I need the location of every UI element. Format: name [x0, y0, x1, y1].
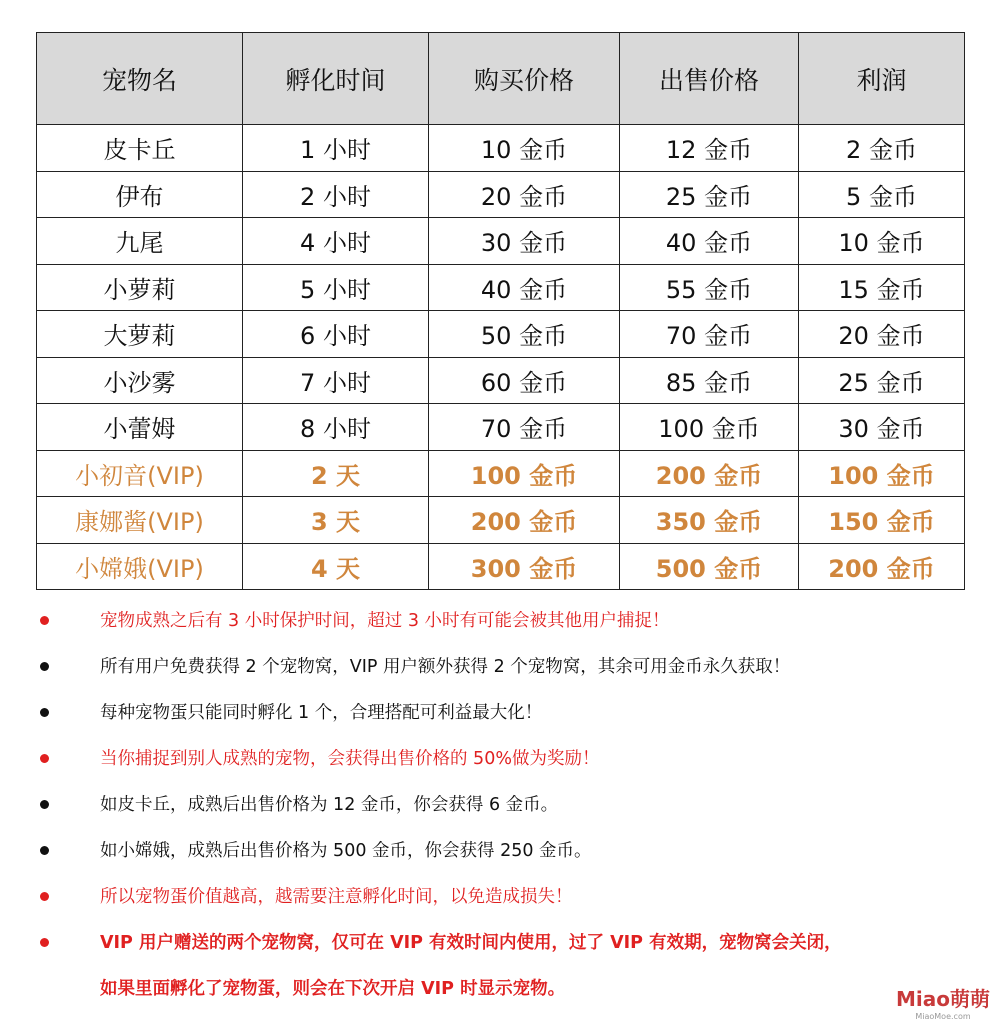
- sell-price: 25 金币: [620, 171, 799, 218]
- rule-text: 当你捕捉到别人成熟的宠物，会获得出售价格的 50%做为奖励！: [100, 749, 600, 769]
- bullet-icon: [40, 938, 49, 947]
- vip-table-row: [37, 497, 965, 544]
- table-row: [37, 264, 965, 311]
- sell-price: 40 金币: [620, 218, 799, 265]
- profit: 10 金币: [799, 218, 965, 265]
- hatch-time: 8 小时: [243, 404, 429, 451]
- pet-name: 九尾: [37, 218, 243, 265]
- table-row: [37, 218, 965, 265]
- buy-price: 50 金币: [429, 311, 620, 358]
- hatch-time: 3 天: [243, 497, 429, 544]
- pet-table: [36, 32, 965, 590]
- bullet-icon: [40, 800, 49, 809]
- profit: 15 金币: [799, 264, 965, 311]
- bullet-icon: [40, 662, 49, 671]
- rule-item: [36, 644, 986, 690]
- profit: 25 金币: [799, 357, 965, 404]
- header-buy-price: 购买价格: [429, 33, 620, 125]
- profit: 5 金币: [799, 171, 965, 218]
- rule-text: 所以宠物蛋价值越高，越需要注意孵化时间，以免造成损失！: [100, 887, 573, 907]
- buy-price: 30 金币: [429, 218, 620, 265]
- rule-item: [36, 828, 986, 874]
- rule-item: [36, 598, 986, 644]
- rule-text: 如小嫦娥，成熟后出售价格为 500 金币，你会获得 250 金币。: [100, 841, 592, 861]
- profit: 100 金币: [799, 450, 965, 497]
- rule-text: VIP 用户赠送的两个宠物窝，仅可在 VIP 有效时间内使用，过了 VIP 有效期，宠物窝会关闭，: [100, 933, 842, 953]
- rule-text: 如果里面孵化了宠物蛋，则会在下次开启 VIP 时显示宠物。: [100, 979, 566, 999]
- sell-price: 200 金币: [620, 450, 799, 497]
- hatch-time: 2 天: [243, 450, 429, 497]
- hatch-time: 6 小时: [243, 311, 429, 358]
- header-hatch-time: 孵化时间: [243, 33, 429, 125]
- hatch-time: 1 小时: [243, 125, 429, 172]
- rule-item: [36, 874, 986, 920]
- profit: 2 金币: [799, 125, 965, 172]
- pet-name: 小萝莉: [37, 264, 243, 311]
- sell-price: 12 金币: [620, 125, 799, 172]
- pet-name: 康娜酱(VIP): [37, 497, 243, 544]
- hatch-time: 5 小时: [243, 264, 429, 311]
- table-row: [37, 404, 965, 451]
- rule-item: [36, 920, 986, 966]
- hatch-time: 7 小时: [243, 357, 429, 404]
- rule-item: [36, 736, 986, 782]
- bullet-icon: [40, 708, 49, 717]
- sell-price: 500 金币: [620, 543, 799, 590]
- pet-name: 皮卡丘: [37, 125, 243, 172]
- vip-table-row: [37, 450, 965, 497]
- bullet-icon: [40, 846, 49, 855]
- sell-price: 85 金币: [620, 357, 799, 404]
- buy-price: 300 金币: [429, 543, 620, 590]
- buy-price: 70 金币: [429, 404, 620, 451]
- table-row: [37, 125, 965, 172]
- buy-price: 60 金币: [429, 357, 620, 404]
- buy-price: 20 金币: [429, 171, 620, 218]
- pet-name: 小初音(VIP): [37, 450, 243, 497]
- sell-price: 100 金币: [620, 404, 799, 451]
- header-profit: 利润: [799, 33, 965, 125]
- pet-name: 小蕾姆: [37, 404, 243, 451]
- bullet-icon: [40, 754, 49, 763]
- table-row: [37, 357, 965, 404]
- rule-item: [36, 782, 986, 828]
- buy-price: 40 金币: [429, 264, 620, 311]
- rule-text: 宠物成熟之后有 3 小时保护时间，超过 3 小时有可能会被其他用户捕捉！: [100, 611, 670, 631]
- table-row: [37, 171, 965, 218]
- profit: 150 金币: [799, 497, 965, 544]
- rule-text: 如皮卡丘，成熟后出售价格为 12 金币，你会获得 6 金币。: [100, 795, 559, 815]
- hatch-time: 4 天: [243, 543, 429, 590]
- table-row: [37, 311, 965, 358]
- buy-price: 100 金币: [429, 450, 620, 497]
- sell-price: 55 金币: [620, 264, 799, 311]
- profit: 30 金币: [799, 404, 965, 451]
- hatch-time: 2 小时: [243, 171, 429, 218]
- rule-text: 每种宠物蛋只能同时孵化 1 个，合理搭配可利益最大化！: [100, 703, 543, 723]
- watermark-logo: [896, 983, 990, 1021]
- buy-price: 10 金币: [429, 125, 620, 172]
- rule-text: 所有用户免费获得 2 个宠物窝，VIP 用户额外获得 2 个宠物窝，其余可用金币永久获取！: [100, 657, 791, 677]
- rules-list: [36, 598, 986, 1012]
- rule-item-continuation: [36, 966, 986, 1012]
- pet-name: 大萝莉: [37, 311, 243, 358]
- pet-name: 小嫦娥(VIP): [37, 543, 243, 590]
- bullet-icon: [40, 616, 49, 625]
- bullet-icon: [40, 892, 49, 901]
- sell-price: 70 金币: [620, 311, 799, 358]
- pet-name: 小沙雾: [37, 357, 243, 404]
- vip-table-row: [37, 543, 965, 590]
- watermark-site: MiaoMoe.com: [915, 1012, 971, 1021]
- hatch-time: 4 小时: [243, 218, 429, 265]
- pet-name: 伊布: [37, 171, 243, 218]
- table-header-row: [37, 33, 965, 125]
- sell-price: 350 金币: [620, 497, 799, 544]
- profit: 20 金币: [799, 311, 965, 358]
- rule-item: [36, 690, 986, 736]
- profit: 200 金币: [799, 543, 965, 590]
- header-pet-name: 宠物名: [37, 33, 243, 125]
- buy-price: 200 金币: [429, 497, 620, 544]
- watermark-logo-text: Miao萌萌: [896, 987, 990, 1011]
- header-sell-price: 出售价格: [620, 33, 799, 125]
